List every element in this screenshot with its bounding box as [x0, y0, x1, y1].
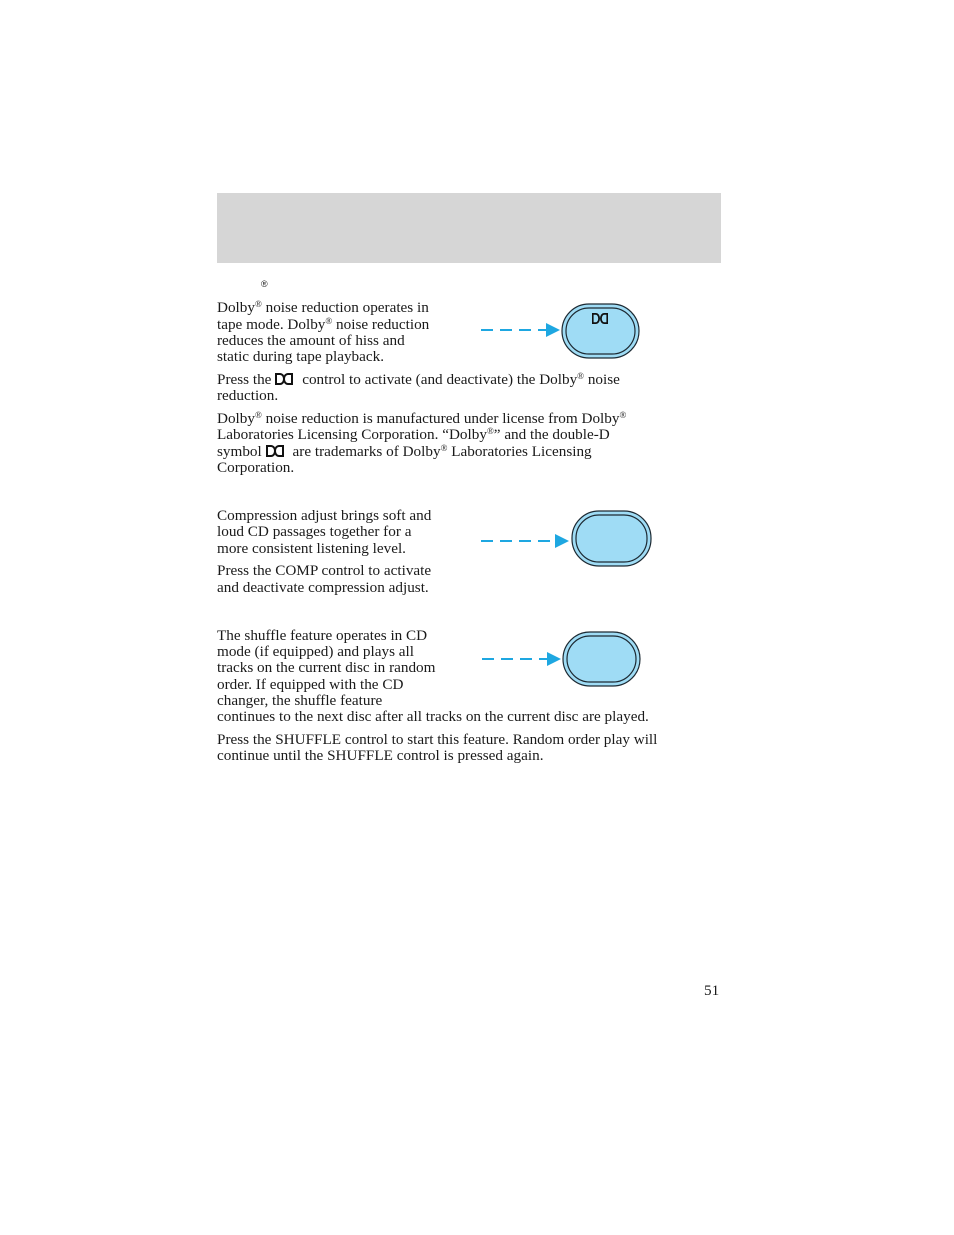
- comp-line-3: more consistent listening level.: [217, 540, 406, 557]
- dolby-license-line-1: Dolby® noise reduction is manufactured under license from Dolby®: [217, 410, 627, 427]
- dolby-intro-line-4: static during tape playback.: [217, 348, 385, 365]
- dolby-license-line-2: Laboratories Licensing Corporation. “Dolby®” and the double-D: [217, 426, 610, 443]
- shuffle-press-line-2: continue until the SHUFFLE control is pressed again.: [217, 747, 544, 764]
- comp-button-outer: [572, 511, 651, 566]
- double-d-icon: [265, 445, 285, 457]
- dolby-license-line-3: symbol are trademarks of Dolby® Laboratories Licensing: [217, 443, 592, 460]
- dolby-intro-line-2: tape mode. Dolby® noise reduction: [217, 316, 430, 333]
- section-header-band: [217, 193, 721, 263]
- shuffle-button-figure: [479, 630, 645, 688]
- shuffle-line-6: continues to the next disc after all tracks on the current disc are played.: [217, 708, 649, 725]
- dolby-intro-line-1: Dolby® noise reduction operates in: [217, 299, 429, 316]
- comp-button-figure: [478, 509, 656, 569]
- dolby-button-outer: [562, 304, 639, 358]
- dolby-license-line-4: Corporation.: [217, 459, 295, 476]
- page-number: 51: [704, 982, 720, 999]
- dolby-button-figure: [478, 302, 644, 360]
- shuffle-press-line-1: Press the SHUFFLE control to start this feature. Random order play will: [217, 731, 658, 748]
- dashed-arrow-right-icon: [547, 652, 561, 666]
- shuffle-line-2: mode (if equipped) and plays all: [217, 643, 414, 660]
- dashed-arrow-right-icon: [546, 323, 560, 337]
- dashed-arrow-right-icon: [555, 534, 569, 548]
- dolby-press-line-1: Press the control to activate (and deactivate) the Dolby® noise: [217, 371, 620, 388]
- double-d-icon: [274, 373, 294, 385]
- comp-press-line-2: and deactivate compression adjust.: [217, 579, 429, 596]
- comp-line-1: Compression adjust brings soft and: [217, 507, 432, 524]
- comp-press-line-1: Press the COMP control to activate: [217, 562, 432, 579]
- dolby-press-line-2: reduction.: [217, 387, 279, 404]
- dolby-intro-line-3: reduces the amount of hiss and: [217, 332, 405, 349]
- registered-mark: ®: [261, 279, 268, 289]
- shuffle-line-5: changer, the shuffle feature: [217, 692, 383, 709]
- shuffle-button-outer: [563, 632, 640, 686]
- comp-line-2: loud CD passages together for a: [217, 523, 412, 540]
- shuffle-line-1: The shuffle feature operates in CD: [217, 627, 428, 644]
- shuffle-line-4: order. If equipped with the CD: [217, 676, 404, 693]
- shuffle-line-3: tracks on the current disc in random: [217, 659, 436, 676]
